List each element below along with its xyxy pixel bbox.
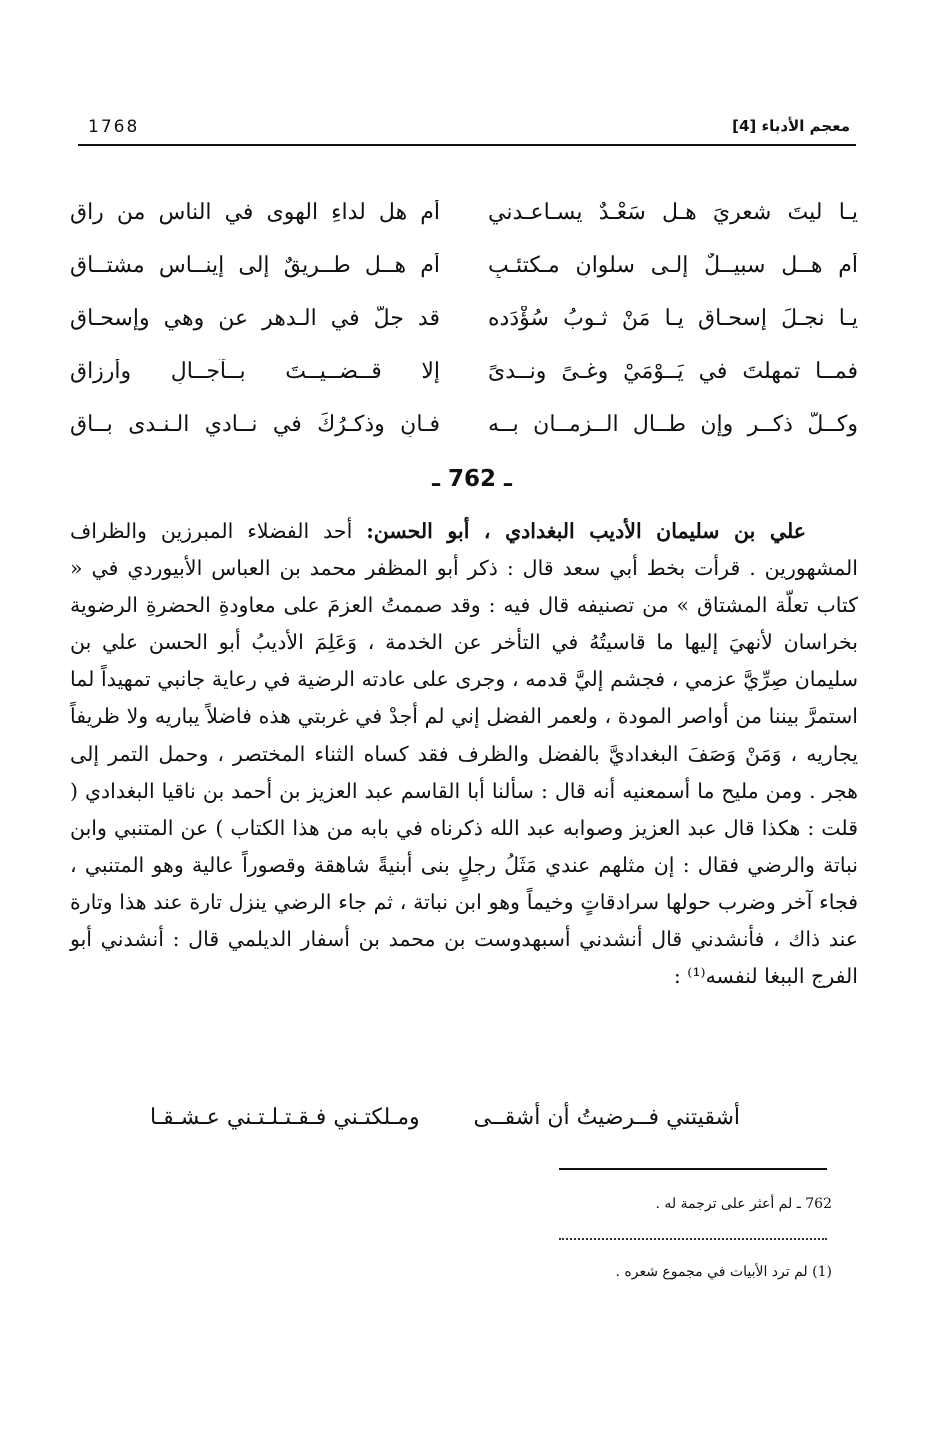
footnote-1: (1) لم ترد الأبيات في مجموع شعره .	[615, 1264, 832, 1280]
verse-first-hemistich: فمــا تمهلتَ في يَــوْمَيْ وغـىً ونــدىً	[488, 359, 858, 384]
running-title: معجم الأدباء [4]	[732, 117, 850, 135]
poem-verse	[70, 239, 858, 292]
verse-second-hemistich: أم هــل طــريقٌ إلى إينــاس مشتــاقِ	[70, 253, 440, 278]
page-number: 1768	[88, 117, 140, 137]
header-rule	[78, 144, 856, 146]
poem-verse	[70, 292, 858, 345]
verse-first-hemistich: أم هــل سبيــلٌ إلـى سلوانِ مـكتئـبٍ	[488, 253, 858, 278]
poem-block	[70, 186, 858, 451]
verse-second-hemistich: فـانٍ وذكـرُكَ في نــادي الـنـدى بــاقِ	[70, 412, 440, 437]
footnote-dotted-separator	[559, 1238, 827, 1240]
entry-body	[70, 513, 858, 995]
verse-first-hemistich: وكــلّ ذكــرٍ وإن طــال الــزمــان بــه	[488, 412, 858, 437]
entry-number: ـ 762 ـ	[432, 466, 512, 492]
verse-first-hemistich: يـا نجـلَ إسحـاق يـا مَنْ ثـوبُ سُؤْدَده	[488, 306, 858, 331]
quoted-verse-first-hemistich: أشقيتني فــرضيتُ أن أشقــى	[473, 1105, 740, 1130]
footnote-entry: 762 ـ لم أعثر على ترجمة له .	[655, 1196, 832, 1212]
verse-second-hemistich: إلا قــضــيــتَ بــآجــالٍ وأرزاقِ	[70, 359, 440, 384]
verse-first-hemistich: يـا ليتَ شعريَ هـل سَعْـدٌ يسـاعـدني	[488, 200, 858, 225]
verse-second-hemistich: قد جلَّ في الـدهر عن وهيٍ وإسحـاقِ	[70, 306, 440, 331]
footnote-rule	[559, 1168, 827, 1170]
entry-text: أحد الفضلاء المبرزين والظراف المشهورين . قرأت بخط أبي سعد قال : ذكر أبو المظفر محمد بن العباس الأبيوردي في « كتاب تعلّة المشتاق » من تصنيفه قال فيه : وقد صممتُ العزمَ على معاودةِ الحضرةِ الرضوية بخراسان لأنهيَ إليها ما قاسيتُهُ في التأخر عن الخدمة ، وَعَلِمَ الأديبُ أبو الحسن علي بن سليمان صِرِّيَّ عزمي ، فجشم إليَّ قدمه ، وجرى على عادته الرضية في رعاية جانبي تمهيداً لما استمرَّ بيننا من أواصر المودة ، ولعمر الفضل إني لم أجدْ في غربتي هذه فاضلاً يباريه ولا ظريفاً يجاريه ، وَمَنْ وَصَفَ البغداديَّ بالفضل والظرف فقد كساه الثناء المختصر ، وحمل التمر إلى هجر . ومن مليح ما أسمعنيه أنه قال : سألنا أبا القاسم عبد العزيز بن أحمد بن ناقيا البغدادي ( قلت : هكذا قال عبد العزيز وصوابه عبد الله ذكرناه في بابه من هذا الكتاب ) عن المتنبي وابن نباتة والرضي فقال : إن مثلهم عندي مَثَلُ رجلٍ بنى أبنيةً شاهقة وقصوراً عالية وهو المتنبي ، فجاء آخر وضرب حولها سرادقاتٍ وخيماً وهو ابن نباتة ، ثم جاء الرضي ينزل تارة عند هذا وتارة عند ذاك ، فأنشدني قال أنشدني أسبهدوست بن محمد بن أسفار الديلمي قال : أنشدني أبو الفرج الببغا لنفسه⁽¹⁾ :	[70, 519, 858, 989]
poem-verse	[70, 398, 858, 451]
verse-second-hemistich: أم هل لداءِ الهوى في الناسِ من راقِ	[70, 200, 440, 225]
quoted-verse-second-hemistich: ومـلكتـني فـقـتـلـتـني عـشـقـا	[150, 1105, 420, 1130]
entry-heading-name: علي بن سليمان الأديب البغدادي ، أبو الحسن:	[366, 519, 806, 543]
poem-verse	[70, 186, 858, 239]
poem-verse	[70, 345, 858, 398]
quoted-verse	[150, 1105, 740, 1130]
